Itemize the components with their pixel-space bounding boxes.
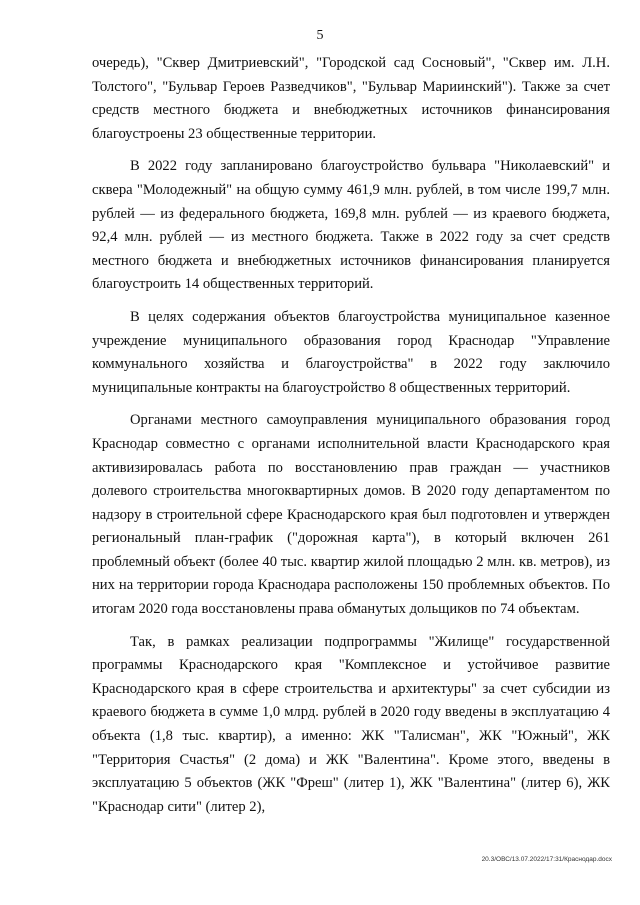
page-number: 5 bbox=[316, 28, 324, 43]
document-file-reference: 20.3/ОВС/13.07.2022/17:31/Краснодар.docx bbox=[481, 856, 612, 863]
paragraph-housing-subprogram: Так, в рамках реализации подпрограммы "Жилище" государственной программы Краснодарского края "Комплексное и устойчивое развитие Краснодарского края в сфере строительства и архитектуры" за счет субсидии из краевого бюджета в сумме 1,0 млрд. рублей в 2020 году введены в эксплуатацию 4 объекта (1,8 тыс. квартир), а именно: ЖК "Талисман", ЖК "Южный", ЖК "Территория Счастья" (2 дома) и ЖК "Валентина". Кроме этого, введены в эксплуатацию 5 объектов (ЖК "Фреш" (литер 1), ЖК "Валентина" (литер 6), ЖК "Краснодар сити" (литер 2), bbox=[92, 633, 610, 815]
paragraph-landscaping-plan-2022: В 2022 году запланировано благоустройство бульвара "Николаевский" и сквера "Молодежный" на общую сумму 461,9 млн. рублей, в том числе 199,7 млн. рублей — из федерального бюджета, 169,8 млн. рублей — из краевого бюджета, 92,4 млн. рублей — из местного бюджета. Также в 2022 году за счет средств местного бюджета и внебюджетных источников финансирования планируется благоустроить 14 общественных территорий. bbox=[92, 158, 610, 293]
paragraph-maintenance-contracts: В целях содержания объектов благоустройства муниципальное казенное учреждение муниципального образования город Краснодар "Управление коммунального хозяйства и благоустройства" в 2022 году заключило муниципальные контракты на благоустройство 8 общественных территорий. bbox=[92, 308, 610, 396]
paragraph-shared-construction-rights: Органами местного самоуправления муниципального образования город Краснодар совместно с органами исполнительной власти Краснодарского края активизировалась работа по восстановлению прав граждан — участников долевого строительства многоквартирных домов. В 2020 году департаментом по надзору в строительной сфере Краснодарского края был подготовлен и утвержден региональный план-график ("дорожная карта"), в который включен 261 проблемный объект (более 40 тыс. квартир жилой площадью 2 млн. кв. метров), из них на территории города Краснодара расположены 150 проблемных объектов. По итогам 2020 года восстановлены права обманутых дольщиков по 74 объектам. bbox=[92, 412, 610, 618]
paragraph-continuation: очередь), "Сквер Дмитриевский", "Городской сад Сосновый", "Сквер им. Л.Н. Толстого", "Бульвар Героев Разведчиков", "Бульвар Мариинский"). Также за счет средств местного бюджета и внебюджетных источников финансирования благоустроены 23 общественные территории. bbox=[92, 55, 610, 142]
document-body bbox=[92, 52, 610, 828]
